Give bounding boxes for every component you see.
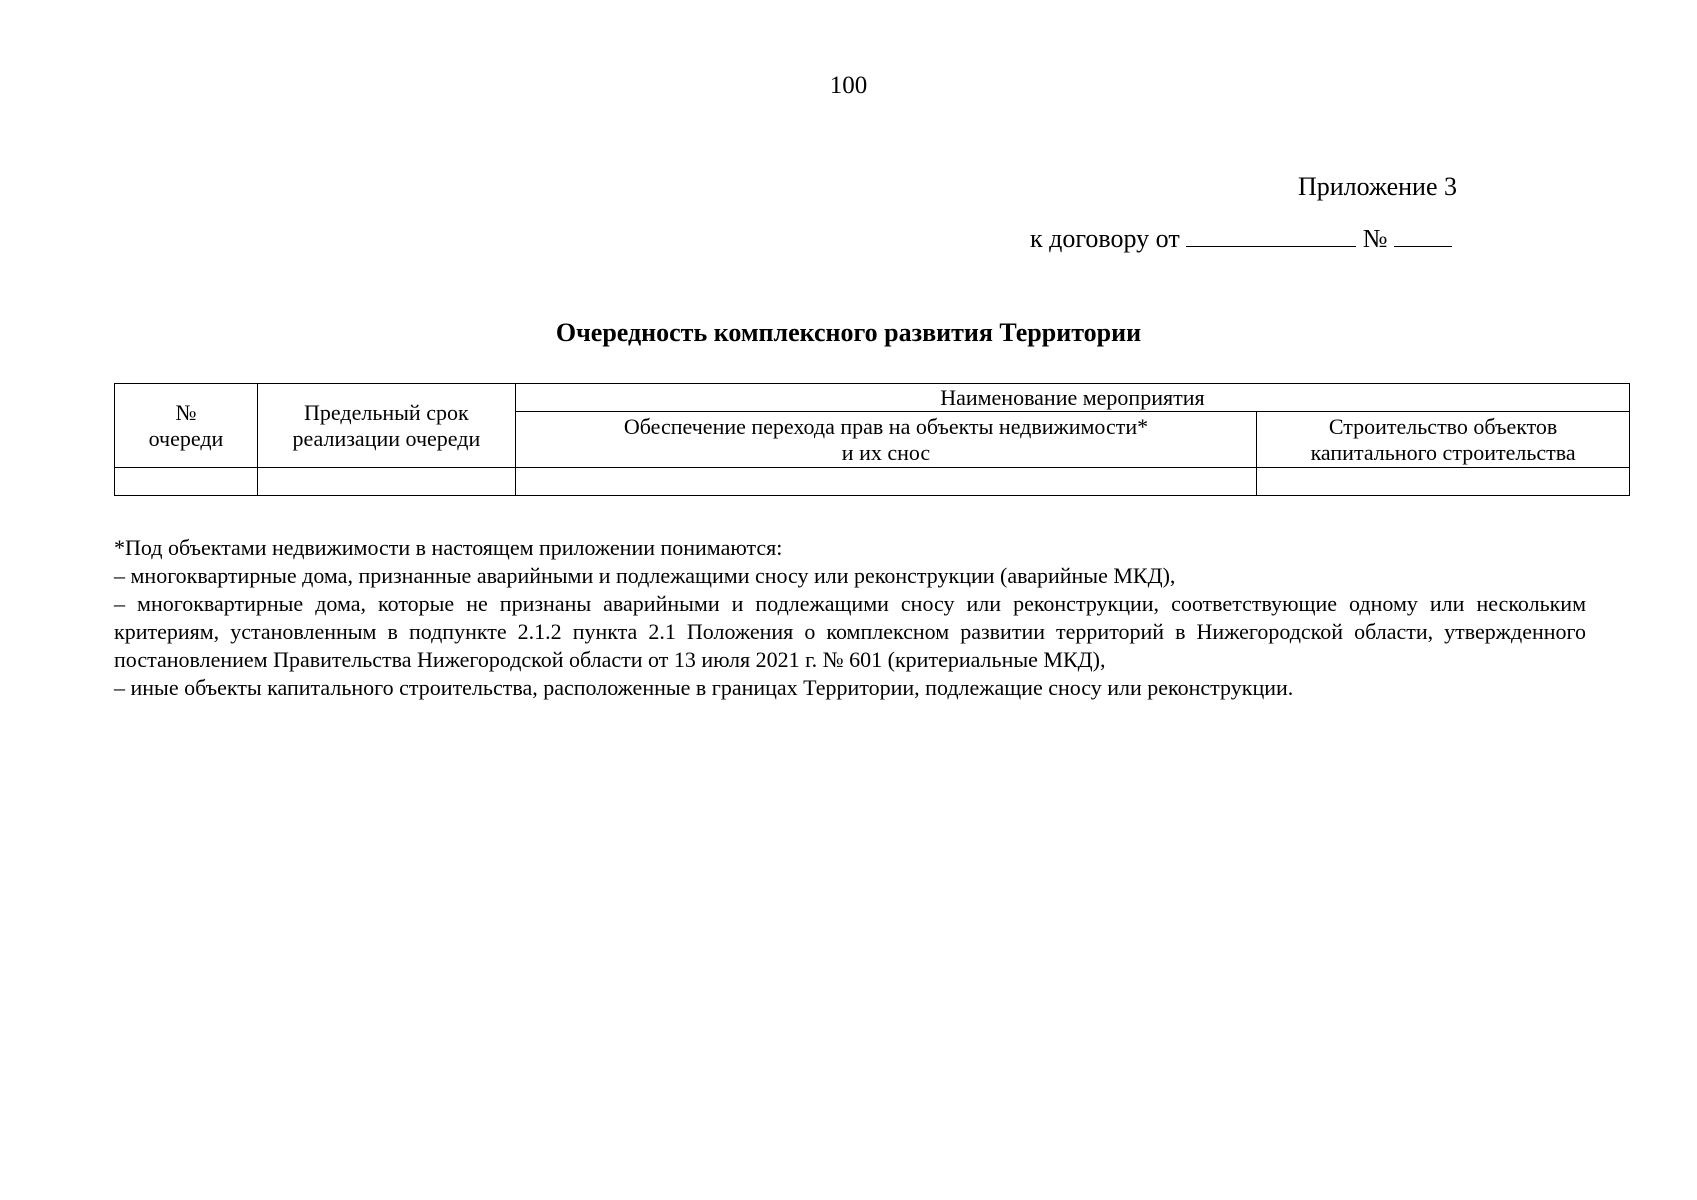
appendix-contract-reference [752,222,1452,254]
header-construction-line2: капитального строительства [1310,439,1576,465]
table-cell [257,468,515,496]
header-rights-transfer [515,412,1256,468]
header-construction-line1: Строительство объектов [1328,413,1558,439]
table-row [115,468,1630,496]
appendix-title: Приложение 3 [1297,172,1457,201]
footnote [114,534,1586,702]
header-rights-line1: Обеспечение перехода прав на объекты недвижимости* [623,413,1149,439]
footnote-item: – многоквартирные дома, которые не признаны аварийными и подлежащими сносу или реконструкции, соответствующие одному или нескольким критериям, установленным в подпункте 2.1.2 пункта 2.1 Положения о комплексном развитии территорий в Нижегородской области, утвержденного постановлением Правительства Нижегородской области от 13 июля 2021 г. № 601 (критериальные МКД), [114,591,1586,672]
contract-prefix: к договору от [1030,224,1180,253]
header-deadline-line1: Предельный срок [304,399,469,425]
table-cell [515,468,1256,496]
header-deadline [257,384,515,468]
header-construction [1257,412,1630,468]
footnote-intro: *Под объектами недвижимости в настоящем приложении понимаются: [114,535,783,560]
header-deadline-line2: реализации очереди [292,425,481,451]
schedule-table [114,383,1630,496]
header-queue-number [115,384,258,468]
contract-date-blank [1186,222,1356,247]
table-header-row-1 [115,384,1630,412]
table-cell [1257,468,1630,496]
document-title: Очередность комплексного развития Территории [555,318,1142,347]
header-queue-number-line1: № [175,399,197,425]
header-activity-name: Наименование мероприятия [515,384,1629,412]
table-cell [115,468,258,496]
footnote-item: – иные объекты капитального строительства, расположенные в границах Территории, подлежащие сносу или реконструкции. [114,675,1294,700]
header-queue-number-line2: очереди [148,425,224,451]
header-rights-line2: и их снос [841,439,931,465]
footnote-item: – многоквартирные дома, признанные аварийными и подлежащими сносу или реконструкции (аварийные МКД), [114,563,1176,588]
contract-number-blank [1394,222,1452,247]
page-number: 100 [829,72,868,99]
number-sign: № [1362,224,1388,253]
